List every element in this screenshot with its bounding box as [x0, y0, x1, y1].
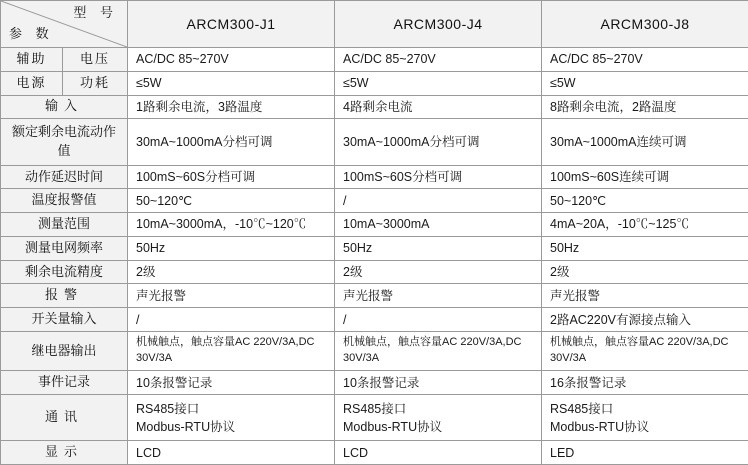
cell-alarm-j1: 声光报警 [128, 284, 335, 308]
cell-rated-residual-current-j4: 30mA~1000mA分档可调 [335, 119, 542, 165]
cell-consumption-j8: ≤5W [542, 71, 748, 95]
table-row-grid-frequency [1, 236, 748, 260]
table-row-display [1, 441, 748, 465]
row-label-measuring-range: 测量范围 [1, 213, 128, 237]
cell-action-delay-j4: 100mS~60S分档可调 [335, 165, 542, 189]
table-row-temperature-alarm [1, 189, 748, 213]
cell-event-record-j8: 16条报警记录 [542, 371, 748, 395]
cell-action-delay-j1: 100mS~60S分档可调 [128, 165, 335, 189]
table-row-power-consumption [1, 71, 748, 95]
cell-communication-j4-line1: RS485接口 [343, 401, 407, 416]
model-header-3: ARCM300-J8 [542, 1, 748, 48]
cell-voltage-j8: AC/DC 85~270V [542, 48, 748, 72]
table-row-rated-residual-current [1, 119, 748, 165]
cell-residual-current-accuracy-j8: 2级 [542, 260, 748, 284]
cell-grid-frequency-j8: 50Hz [542, 236, 748, 260]
cell-rated-residual-current-j1: 30mA~1000mA分档可调 [128, 119, 335, 165]
corner-top-label: 型 号 [73, 5, 118, 20]
row-label-alarm: 报警 [1, 284, 128, 308]
table-row-measuring-range [1, 213, 748, 237]
cell-communication-j4-line2: Modbus-RTU协议 [343, 419, 443, 434]
cell-action-delay-j8: 100mS~60S连续可调 [542, 165, 748, 189]
cell-communication-j8-line2: Modbus-RTU协议 [550, 419, 650, 434]
table-row-relay-output [1, 332, 748, 371]
cell-input-j8: 8路剩余电流，2路温度 [542, 95, 748, 119]
row-label-temperature-alarm: 温度报警值 [1, 189, 128, 213]
cell-display-j8: LED [542, 441, 748, 465]
cell-measuring-range-j4: 10mA~3000mA [335, 213, 542, 237]
cell-alarm-j4: 声光报警 [335, 284, 542, 308]
table-row-communication [1, 395, 748, 441]
cell-consumption-j4: ≤5W [335, 71, 542, 95]
cell-consumption-j1: ≤5W [128, 71, 335, 95]
cell-communication-j1-line2: Modbus-RTU协议 [136, 419, 236, 434]
corner-header-cell [1, 1, 128, 48]
cell-communication-j1-line1: RS485接口 [136, 401, 200, 416]
row-label-rated-residual-current: 额定剩余电流动作值 [1, 119, 128, 165]
row-label-event-record: 事件记录 [1, 371, 128, 395]
row-label-switch-input: 开关量输入 [1, 308, 128, 332]
cell-residual-current-accuracy-j1: 2级 [128, 260, 335, 284]
cell-event-record-j4: 10条报警记录 [335, 371, 542, 395]
cell-measuring-range-j8: 4mA~20A，-10℃~125℃ [542, 213, 748, 237]
cell-voltage-j4: AC/DC 85~270V [335, 48, 542, 72]
row-label-grid-frequency: 测量电网频率 [1, 236, 128, 260]
cell-display-j4: LCD [335, 441, 542, 465]
row-label-aux-power-line2: 电源 [1, 71, 63, 95]
cell-communication-j8-line1: RS485接口 [550, 401, 614, 416]
cell-voltage-j1: AC/DC 85~270V [128, 48, 335, 72]
table-row-input [1, 95, 748, 119]
cell-grid-frequency-j4: 50Hz [335, 236, 542, 260]
model-header-1: ARCM300-J1 [128, 1, 335, 48]
row-label-voltage: 电压 [63, 48, 128, 72]
cell-switch-input-j8: 2路AC220V有源接点输入 [542, 308, 748, 332]
cell-alarm-j8: 声光报警 [542, 284, 748, 308]
table-row-switch-input [1, 308, 748, 332]
corner-bottom-label: 参 数 [9, 26, 54, 42]
row-label-communication: 通讯 [1, 395, 128, 441]
cell-switch-input-j1: / [128, 308, 335, 332]
cell-grid-frequency-j1: 50Hz [128, 236, 335, 260]
cell-relay-output-j1: 机械触点，触点容量AC 220V/3A,DC 30V/3A [128, 332, 335, 371]
cell-residual-current-accuracy-j4: 2级 [335, 260, 542, 284]
cell-temperature-alarm-j8: 50~120℃ [542, 189, 748, 213]
cell-measuring-range-j1: 10mA~3000mA，-10℃~120℃ [128, 213, 335, 237]
cell-input-j4: 4路剩余电流 [335, 95, 542, 119]
cell-communication-j1 [128, 395, 335, 441]
cell-switch-input-j4: / [335, 308, 542, 332]
table-header-row [1, 1, 748, 48]
cell-display-j1: LCD [128, 441, 335, 465]
table-row-action-delay [1, 165, 748, 189]
row-label-input: 输入 [1, 95, 128, 119]
cell-relay-output-j8: 机械触点，触点容量AC 220V/3A,DC 30V/3A [542, 332, 748, 371]
model-header-2: ARCM300-J4 [335, 1, 542, 48]
cell-event-record-j1: 10条报警记录 [128, 371, 335, 395]
row-label-display: 显示 [1, 441, 128, 465]
cell-input-j1: 1路剩余电流，3路温度 [128, 95, 335, 119]
table-row-event-record [1, 371, 748, 395]
cell-temperature-alarm-j4: / [335, 189, 542, 213]
table-row-alarm [1, 284, 748, 308]
cell-communication-j4 [335, 395, 542, 441]
table-row-residual-current-accuracy [1, 260, 748, 284]
cell-temperature-alarm-j1: 50~120℃ [128, 189, 335, 213]
row-label-consumption: 功耗 [63, 71, 128, 95]
row-label-action-delay: 动作延迟时间 [1, 165, 128, 189]
cell-communication-j8 [542, 395, 748, 441]
row-label-relay-output: 继电器输出 [1, 332, 128, 371]
cell-relay-output-j4: 机械触点，触点容量AC 220V/3A,DC 30V/3A [335, 332, 542, 371]
row-label-aux-power-line1: 辅助 [1, 48, 63, 72]
cell-rated-residual-current-j8: 30mA~1000mA连续可调 [542, 119, 748, 165]
table-row-voltage [1, 48, 748, 72]
row-label-residual-current-accuracy: 剩余电流精度 [1, 260, 128, 284]
